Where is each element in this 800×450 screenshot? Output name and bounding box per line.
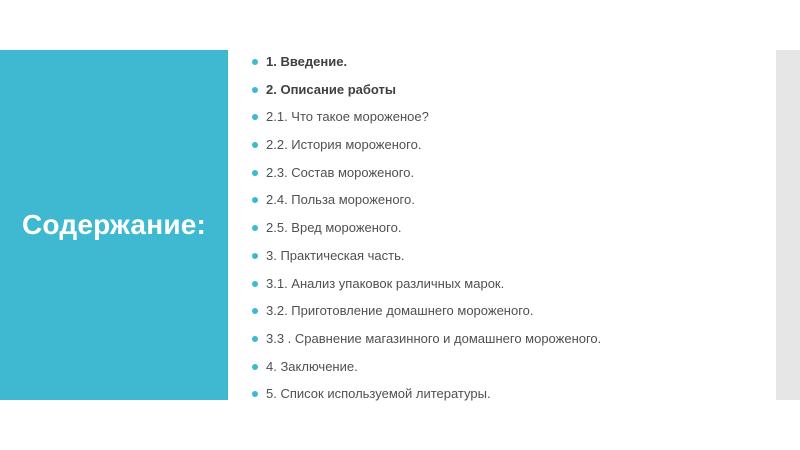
toc-item-text: 2.5. Вред мороженого. (266, 220, 402, 236)
right-decor-strip (776, 50, 800, 400)
toc-item-text: 5. Список используемой литературы. (266, 386, 491, 402)
toc-item (252, 48, 601, 76)
bullet-icon (252, 391, 258, 397)
table-of-contents (252, 48, 601, 408)
toc-item (252, 186, 601, 214)
bullet-icon (252, 170, 258, 176)
bullet-icon (252, 59, 258, 65)
toc-item (252, 159, 601, 187)
toc-item (252, 242, 601, 270)
toc-item (252, 131, 601, 159)
bullet-icon (252, 281, 258, 287)
toc-item-text: 2.4. Польза мороженого. (266, 192, 415, 208)
toc-item-text: 2.3. Состав мороженого. (266, 164, 415, 180)
toc-item (252, 103, 601, 131)
title-panel (0, 50, 228, 400)
bullet-icon (252, 253, 258, 259)
toc-item (252, 270, 601, 298)
slide-title: Содержание: (22, 209, 207, 240)
bullet-icon (252, 87, 258, 93)
toc-item-text: 3.3 . Сравнение магазинного и домашнего мороженого. (266, 330, 602, 346)
bullet-icon (252, 336, 258, 342)
toc-item (252, 214, 601, 242)
bullet-icon (252, 308, 258, 314)
bullet-icon (252, 142, 258, 148)
toc-item-text: 2.1. Что такое мороженое? (266, 109, 429, 125)
toc-item (252, 325, 601, 353)
toc-item (252, 297, 601, 325)
toc-item-text: 3.2. Приготовление домашнего мороженого. (266, 303, 534, 319)
bullet-icon (252, 364, 258, 370)
bullet-icon (252, 197, 258, 203)
bullet-icon (252, 225, 258, 231)
toc-item (252, 380, 601, 408)
toc-item-text: 4. Заключение. (266, 358, 358, 374)
toc-item-text: 2. Описание работы (266, 81, 396, 97)
toc-item-text: 1. Введение. (266, 54, 348, 69)
bullet-icon (252, 114, 258, 120)
toc-item (252, 353, 601, 381)
toc-item-text: 2.2. История мороженого. (266, 137, 422, 153)
toc-item-text: 3.1. Анализ упаковок различных марок. (266, 275, 505, 291)
toc-item (252, 76, 601, 104)
toc-item-text: 3. Практическая часть. (266, 247, 405, 263)
